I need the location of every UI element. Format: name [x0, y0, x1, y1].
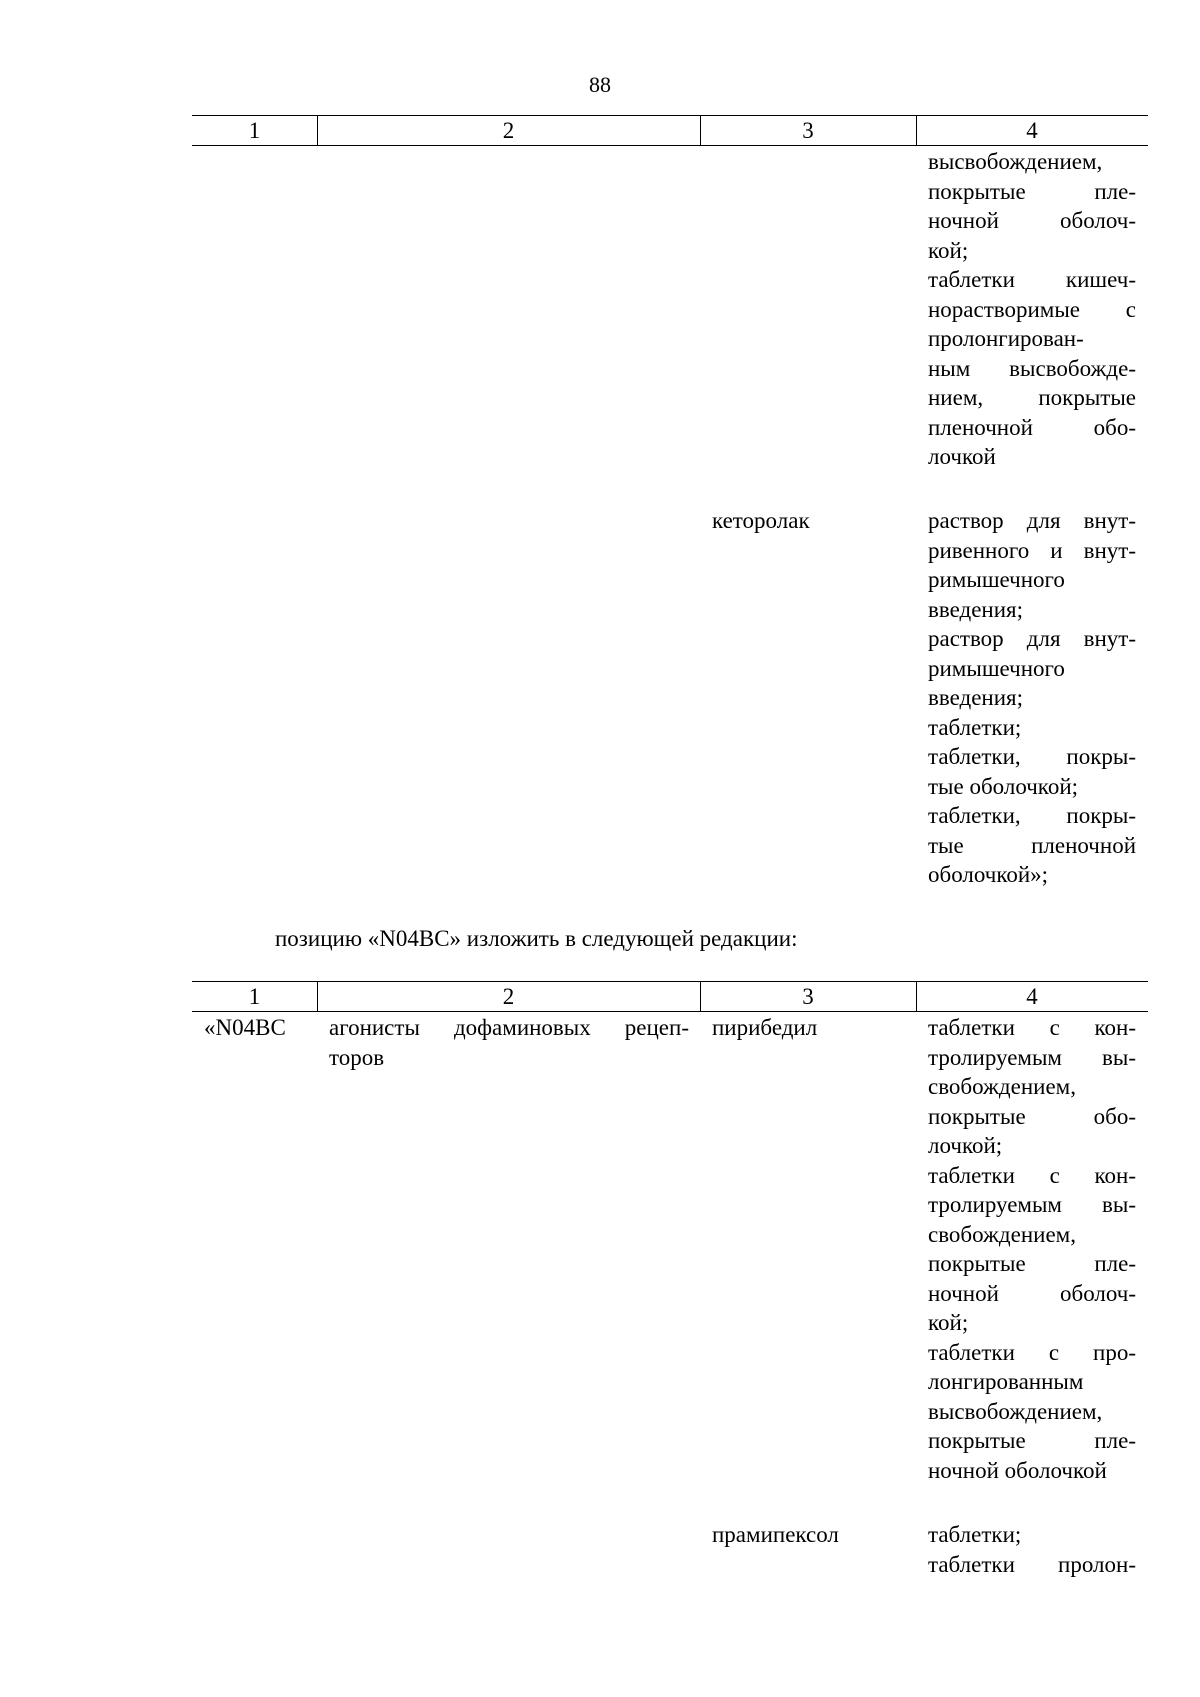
header-col-2: 2 [502, 118, 515, 143]
table-1-continued-dosage-forms [928, 147, 1136, 472]
dosage-line: римышечного [928, 567, 1065, 592]
drug-name: пирибедил [712, 1015, 818, 1040]
dosage-line: таблетки с про- [928, 1339, 1136, 1365]
dosage-line: введения; [928, 596, 1023, 622]
header-col-2: 2 [502, 984, 515, 1009]
dosage-line: ночной оболоч- [928, 1280, 1136, 1306]
dosage-line: лочкой; [928, 1133, 1003, 1158]
dosage-line: таблетки пролон- [928, 1551, 1136, 1577]
dosage-line: ночной оболочкой [928, 1457, 1107, 1483]
header-col-3: 3 [802, 984, 814, 1009]
drug-name-pramipexole [712, 1520, 912, 1550]
group-line: торов [329, 1044, 385, 1070]
dosage-line: таблетки с кон- [928, 1162, 1136, 1188]
dosage-line: таблетки, покры- [928, 803, 1136, 828]
dosage-line: лочкой [928, 444, 996, 469]
amendment-instruction: позицию «N04BC» изложить в следующей редакции: [275, 926, 798, 951]
dosage-line: тые оболочкой; [928, 773, 1079, 799]
atc-code [204, 1013, 314, 1043]
piribedil-dosage-forms [928, 1013, 1136, 1485]
pramipexole-dosage-forms [928, 1520, 1136, 1579]
dosage-line: покрытые пле- [928, 1251, 1136, 1276]
dosage-line: таблетки с кон- [928, 1015, 1136, 1040]
dosage-line: оболочкой»; [928, 862, 1049, 887]
page-number: 88 [589, 72, 611, 97]
dosage-line: лонгированным [928, 1369, 1084, 1394]
dosage-line: покрытые пле- [928, 1428, 1136, 1453]
pharmacological-group [329, 1013, 689, 1072]
dosage-line: ным высвобожде- [928, 355, 1136, 381]
dosage-line: раствор для внут- [928, 508, 1136, 533]
drug-name-ketorolac [712, 506, 912, 536]
dosage-line: высвобождением, [928, 1398, 1103, 1424]
dosage-line: высвобождением, [928, 149, 1103, 174]
dosage-line: таблетки, покры- [928, 744, 1136, 769]
dosage-line: кой; [928, 237, 969, 263]
group-line: агонисты дофаминовых рецеп- [329, 1015, 689, 1040]
dosage-line: покрытые обо- [928, 1103, 1136, 1129]
dosage-line: норастворимые с [928, 296, 1136, 322]
table-1-header [192, 115, 1148, 146]
drug-name-piribedil [712, 1013, 912, 1043]
table-2-header [192, 981, 1148, 1012]
dosage-line: таблетки; [928, 1522, 1022, 1547]
dosage-line: таблетки; [928, 714, 1022, 740]
header-col-4: 4 [1026, 984, 1038, 1009]
dosage-line: тролируемым вы- [928, 1192, 1136, 1217]
dosage-line: раствор для внут- [928, 626, 1136, 651]
dosage-line: покрытые пле- [928, 178, 1136, 204]
table-1 [192, 115, 1148, 887]
dosage-line: тые пленочной [928, 832, 1136, 858]
dosage-line: свобождением, [928, 1074, 1076, 1099]
header-col-4: 4 [1026, 118, 1038, 143]
dosage-line: римышечного [928, 655, 1065, 681]
dosage-line: тролируемым вы- [928, 1044, 1136, 1070]
atc-code-text: «N04BC [204, 1015, 286, 1040]
drug-name: кеторолак [712, 508, 810, 533]
dosage-line: ночной оболоч- [928, 208, 1136, 233]
table-2 [192, 981, 1148, 1577]
header-col-3: 3 [802, 118, 814, 143]
drug-name: прамипексол [712, 1522, 839, 1547]
dosage-line: таблетки кишеч- [928, 267, 1136, 292]
header-col-1: 1 [248, 984, 261, 1009]
dosage-line: ривенного и внут- [928, 537, 1136, 563]
header-col-1: 1 [248, 118, 261, 143]
dosage-line: пролонгирован- [928, 326, 1084, 351]
dosage-line: пленочной обо- [928, 414, 1136, 440]
dosage-line: нием, покрытые [928, 385, 1136, 410]
ketorolac-dosage-forms [928, 506, 1136, 890]
dosage-line: кой; [928, 1310, 969, 1335]
dosage-line: введения; [928, 685, 1023, 710]
dosage-line: свобождением, [928, 1221, 1076, 1247]
